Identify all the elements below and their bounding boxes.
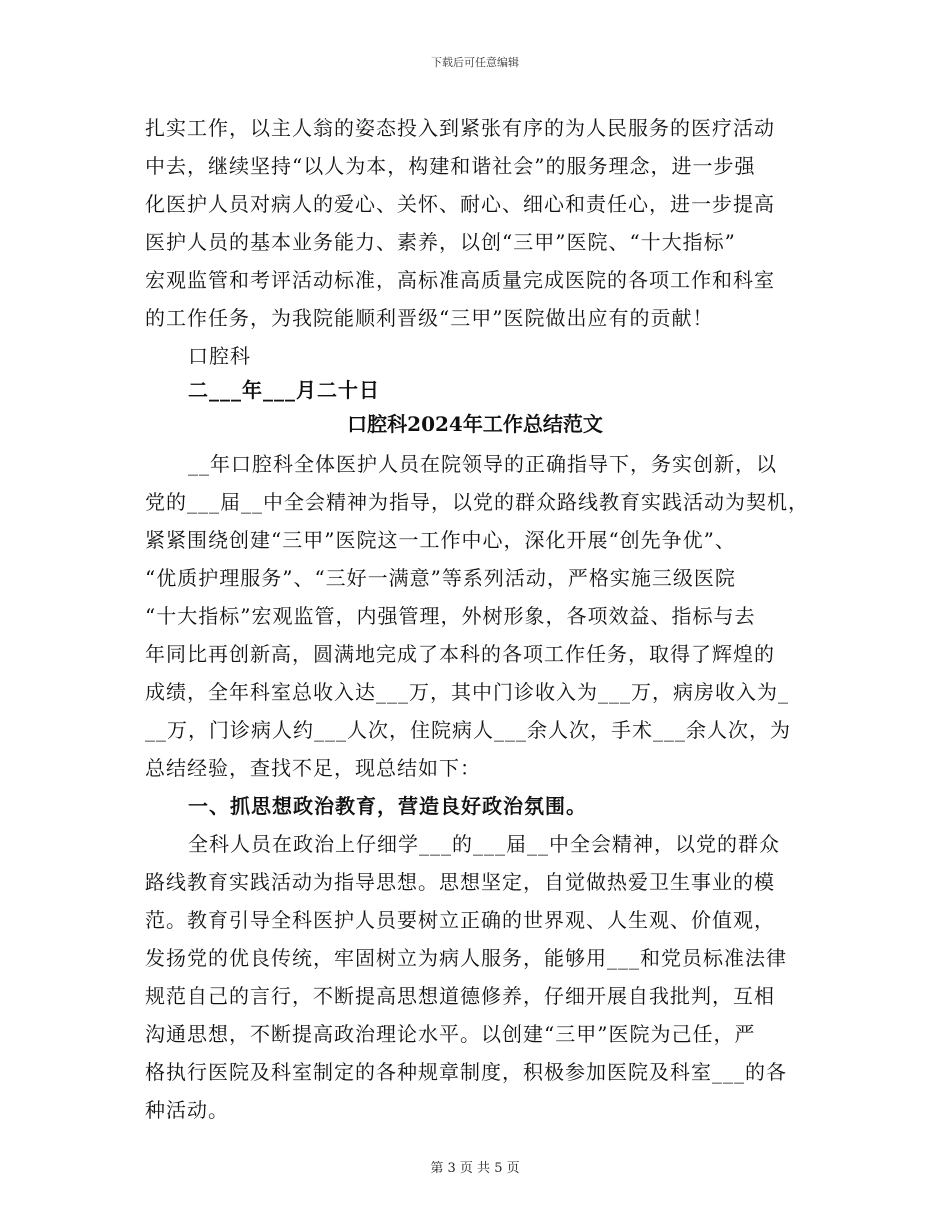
signature-dept: 口腔科 [188,344,251,368]
paragraph-line: 年同比再创新高，圆满地完成了本科的各项工作任务，取得了辉煌的 [145,642,775,666]
paragraph-line: 成绩，全年科室总收入达___万，其中门诊收入为___万，病房收入为_ [145,680,789,704]
page-header: 下载后可任意编辑 [431,56,519,69]
paragraph-line: 医护人员的基本业务能力、素养，以创“三甲”医院、“十大指标” [145,230,736,254]
paragraph-line: “十大指标”宏观监管，内强管理，外树形象，各项效益、指标与去 [145,604,756,628]
paragraph-line: 化医护人员对病人的爱心、关怀、耐心、细心和责任心，进一步提高 [145,192,775,216]
paragraph-line: 的工作任务，为我院能顺利晋级“三甲”医院做出应有的贡献！ [145,306,714,330]
paragraph-line: __万，门诊病人约___人次，住院病人___余人次，手术___余人次，为 [145,718,791,742]
paragraph-line: 总结经验，查找不足，现总结如下： [145,756,481,780]
paragraph-line: 发扬党的优良传统，牢固树立为病人服务，能够用___和党员标准法律 [145,946,787,970]
paragraph-line: 扎实工作，以主人翁的姿态投入到紧张有序的为人民服务的医疗活动 [145,116,775,140]
paragraph-line: __年口腔科全体医护人员在院领导的正确指导下，务实创新，以 [188,452,777,476]
paragraph-line: 格执行医院及科室制定的各种规章制度，积极参加医院及科室___的各 [145,1060,787,1084]
paragraph-line: 紧紧围绕创建“三甲”医院这一工作中心，深化开展“创先争优”、 [145,528,736,552]
section-heading: 一、抓思想政治教育，营造良好政治氛围。 [188,794,587,818]
paragraph-line: 范。教育引导全科医护人员要树立正确的世界观、人生观、价值观， [145,908,775,932]
paragraph-line: 党的___届__中全会精神为指导，以党的群众路线教育实践活动为契机， [145,490,809,514]
paragraph-line: 中去，继续坚持“以人为本，构建和谐社会”的服务理念，进一步强 [145,154,756,178]
paragraph-line: 全科人员在政治上仔细学___的___届__中全会精神，以党的群众 [188,832,780,856]
paragraph-line: 规范自己的言行，不断提高思想道德修养，仔细开展自我批判，互相 [145,984,775,1008]
paragraph-line: “优质护理服务”、“三好一满意”等系列活动，严格实施三级医院 [145,566,736,590]
paragraph-line: 种活动。 [145,1098,229,1122]
paragraph-line: 宏观监管和考评活动标准，高标准高质量完成医院的各项工作和科室 [145,268,775,292]
paragraph-line: 沟通思想，不断提高政治理论水平。以创建“三甲”医院为己任，严 [145,1022,756,1046]
paragraph-line: 路线教育实践活动为指导思想。思想坚定，自觉做热爱卫生事业的模 [145,870,775,894]
page-footer: 第 3 页 共 5 页 [430,1161,520,1176]
document-title: 口腔科2024年工作总结范文 [347,412,603,436]
signature-date: 二___年___月二十日 [188,378,380,402]
